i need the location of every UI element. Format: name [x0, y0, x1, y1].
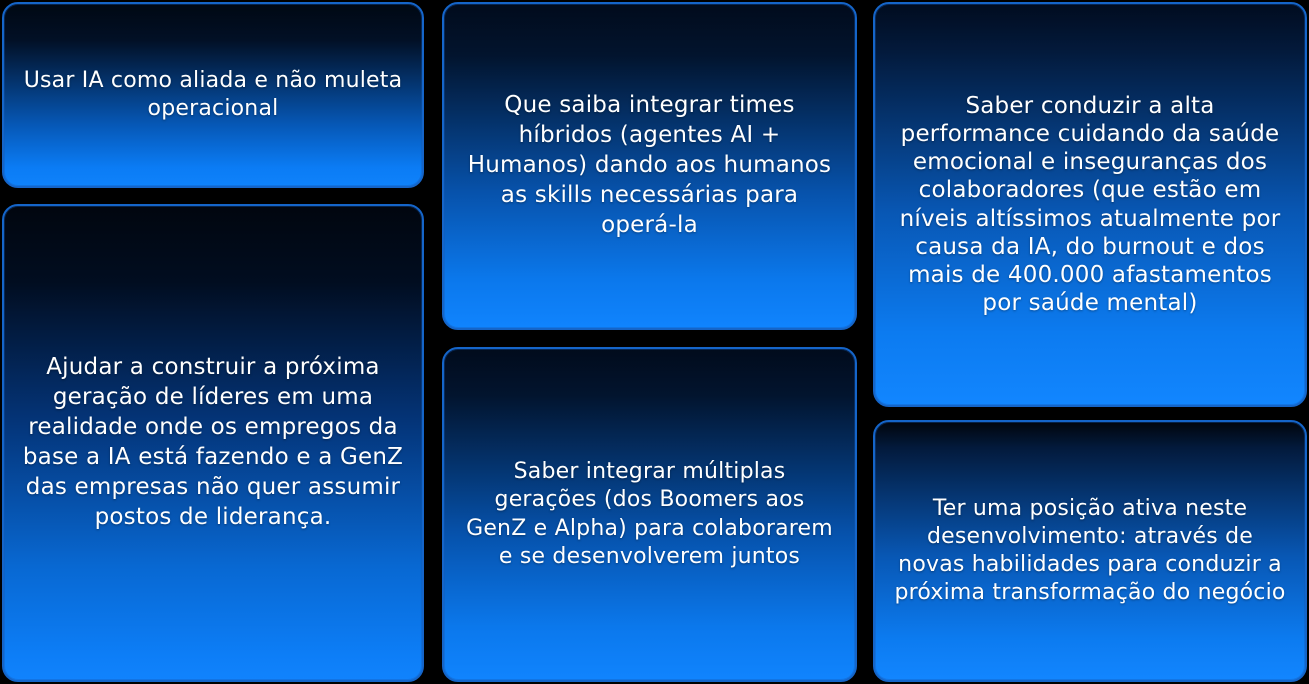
- card-alta-performance-saude-emocional[interactable]: [873, 2, 1307, 407]
- card-text: Que saiba integrar times híbridos (agentes AI + Humanos) dando aos humanos as skills necessárias para operá-la: [467, 92, 832, 238]
- card-column-3: [867, 0, 1309, 684]
- card-usar-ia-como-aliada[interactable]: [2, 2, 424, 188]
- card-column-1: [0, 0, 428, 684]
- card-text: Saber integrar múltiplas gerações (dos Boomers aos GenZ e Alpha) para colaborarem e se desenvolverem juntos: [466, 459, 833, 569]
- card-text: Ter uma posição ativa neste desenvolvimento: através de novas habilidades para conduzir a próxima transformação do negócio: [894, 495, 1286, 606]
- card-text: Ajudar a construir a próxima geração de líderes em uma realidade onde os empregos da base a IA está fazendo e a GenZ das empresas não quer assumir postos de liderança.: [22, 354, 404, 530]
- card-ajudar-a-construir[interactable]: [2, 204, 424, 682]
- card-text: Usar IA como aliada e não muleta operacional: [23, 67, 403, 121]
- card-times-hibridos[interactable]: [442, 2, 857, 330]
- card-text: Saber conduzir a alta performance cuidando da saúde emocional e inseguranças dos colaboradores (que estão em níveis altíssimos atualmente por causa da IA, do burnout e dos mais de 400.000 afastamentos por saúde mental): [899, 93, 1281, 316]
- card-multiplas-geracoes[interactable]: [442, 347, 857, 682]
- card-posicao-ativa[interactable]: [873, 420, 1307, 682]
- card-column-2: [428, 0, 867, 684]
